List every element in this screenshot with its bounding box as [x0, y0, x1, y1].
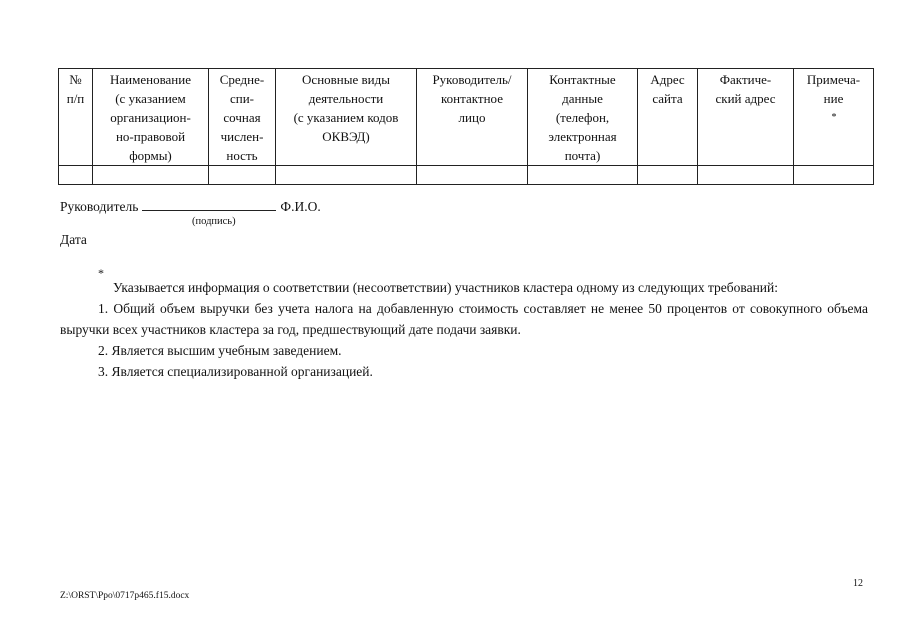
- table-cell: [528, 166, 638, 185]
- table-cell: [698, 166, 794, 185]
- table-cell: [209, 166, 276, 185]
- table-cell: [417, 166, 528, 185]
- signature-hint: (подпись): [192, 216, 236, 227]
- footnote-paragraph: 2. Является высшим учебным заведением.: [98, 343, 342, 358]
- page-number: 12: [853, 578, 863, 589]
- header-address: Фактиче- ский адрес: [698, 69, 794, 166]
- table-cell: [93, 166, 209, 185]
- table-header-row: [59, 69, 874, 166]
- header-number: № п/п: [59, 69, 93, 166]
- table-row: [59, 166, 874, 185]
- signature-line: [60, 198, 321, 215]
- signature-label: Руководитель: [60, 199, 139, 214]
- footnote-paragraph: 1. Общий объем выручки без учета налога на добавленную стоимость составляет не менее 50 процентов от совокупного объема выручки всех участников кластера за год, предшествующий дате подачи заявки.: [60, 301, 868, 337]
- table-cell: [276, 166, 417, 185]
- table-cell: [638, 166, 698, 185]
- footnote-marker: *: [98, 266, 104, 280]
- table-cell: [59, 166, 93, 185]
- header-activities: Основные виды деятельности (с указанием кодов ОКВЭД): [276, 69, 417, 166]
- header-contact-person: Руководитель/ контактное лицо: [417, 69, 528, 166]
- header-website: Адрес сайта: [638, 69, 698, 166]
- signature-name: Ф.И.О.: [280, 199, 321, 214]
- header-name: Наименование (с указанием организацион- но-правовой формы): [93, 69, 209, 166]
- header-headcount: Средне- спи- сочная числен- ность: [209, 69, 276, 166]
- note-marker: *: [831, 112, 837, 123]
- footnote-paragraph: 3. Является специализированной организацией.: [98, 364, 373, 379]
- signature-blank: [142, 198, 276, 211]
- date-label: Дата: [60, 232, 87, 247]
- participants-table: [58, 68, 874, 185]
- footnote-paragraph: Указывается информация о соответствии (несоответствии) участников кластера одному из следующих требований:: [113, 280, 779, 295]
- header-contact-data: Контактные данные (телефон, электронная почта): [528, 69, 638, 166]
- table-cell: [794, 166, 874, 185]
- footnote-text: [60, 277, 868, 382]
- header-note: Примеча- ние *: [794, 69, 874, 166]
- file-path: Z:\ORST\Ppo\0717p465.f15.docx: [60, 591, 190, 601]
